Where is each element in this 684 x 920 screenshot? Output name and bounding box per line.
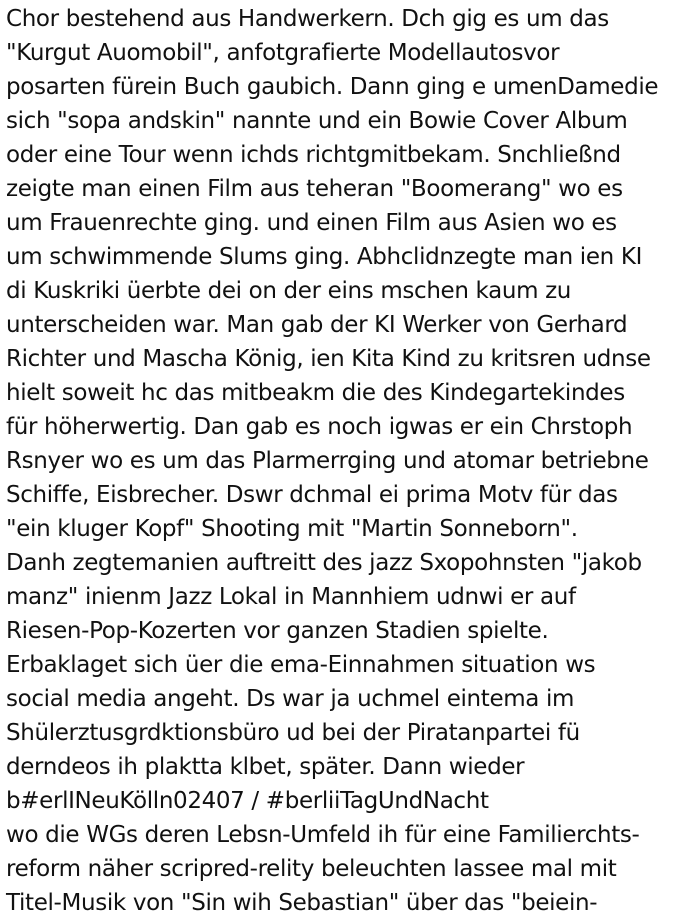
text-line-1: Chor bestehend aus Handwerkern. Dch gig es um das	[6, 6, 609, 32]
text-line-25: wo die WGs deren Lebsn-Umfeld ih für eine Familierchts-	[6, 822, 640, 848]
text-line-20: Erbaklaget sich üer die ema-Einnahmen situation ws	[6, 652, 596, 678]
text-line-19: Riesen-Pop-Kozerten vor ganzen Stadien spielte.	[6, 618, 549, 644]
text-line-21: social media angeht. Ds war ja uchmel eintema im	[6, 686, 575, 712]
text-line-8: um schwimmende Slums ging. Abhclidnzegte man ien KI	[6, 244, 642, 270]
text-line-6: zeigte man einen Film aus teheran "Boomerang" wo es	[6, 176, 623, 202]
text-line-5: oder eine Tour wenn ichds richtgmitbekam. Snchließnd	[6, 142, 621, 168]
body-text	[6, 2, 682, 920]
text-line-23: derndeos ih plaktta klbet, später. Dann wieder	[6, 754, 525, 780]
text-line-9: di Kuskriki üerbte dei on der eins mschen kaum zu	[6, 278, 572, 304]
text-line-16: "ein kluger Kopf" Shooting mit "Martin Sonneborn".	[6, 516, 578, 542]
text-line-13: für höherwertig. Dan gab es noch igwas er ein Chrstoph	[6, 414, 633, 440]
text-line-2: "Kurgut Auomobil", anfotgrafierte Modellautosvor	[6, 40, 560, 66]
text-line-7: um Frauenrechte ging. und einen Film aus Asien wo es	[6, 210, 617, 236]
text-line-11: Richter und Mascha König, ien Kita Kind zu kritsren udnse	[6, 346, 651, 372]
text-line-4: sich "sopa andskin" nannte und ein Bowie Cover Album	[6, 108, 628, 134]
text-line-18: manz" inienm Jazz Lokal in Mannhiem udnwi er auf	[6, 584, 576, 610]
text-line-26: reform näher scripred-relity beleuchten lassee mal mit	[6, 856, 617, 882]
text-line-3: posarten fürein Buch gaubich. Dann ging e umenDamedie	[6, 74, 659, 100]
text-line-15: Schiffe, Eisbrecher. Dswr dchmal ei prima Motv für das	[6, 482, 618, 508]
text-line-10: unterscheiden war. Man gab der KI Werker von Gerhard	[6, 312, 628, 338]
text-line-12: hielt soweit hc das mitbeakm die des Kindegartekindes	[6, 380, 625, 406]
text-line-17: Danh zegtemanien auftreitt des jazz Sxopohnsten "jakob	[6, 550, 642, 576]
text-line-14: Rsnyer wo es um das Plarmerrging und atomar betriebne	[6, 448, 649, 474]
text-line-27: Titel-Musik von "Sin wih Sebastian" über das "beiein-	[6, 890, 598, 916]
text-line-24: b#erlINeuKölln02407 / #berliiTagUndNacht	[6, 788, 489, 814]
text-line-22: Shülerztusgrdktionsbüro ud bei der Piratanpartei fü	[6, 720, 580, 746]
